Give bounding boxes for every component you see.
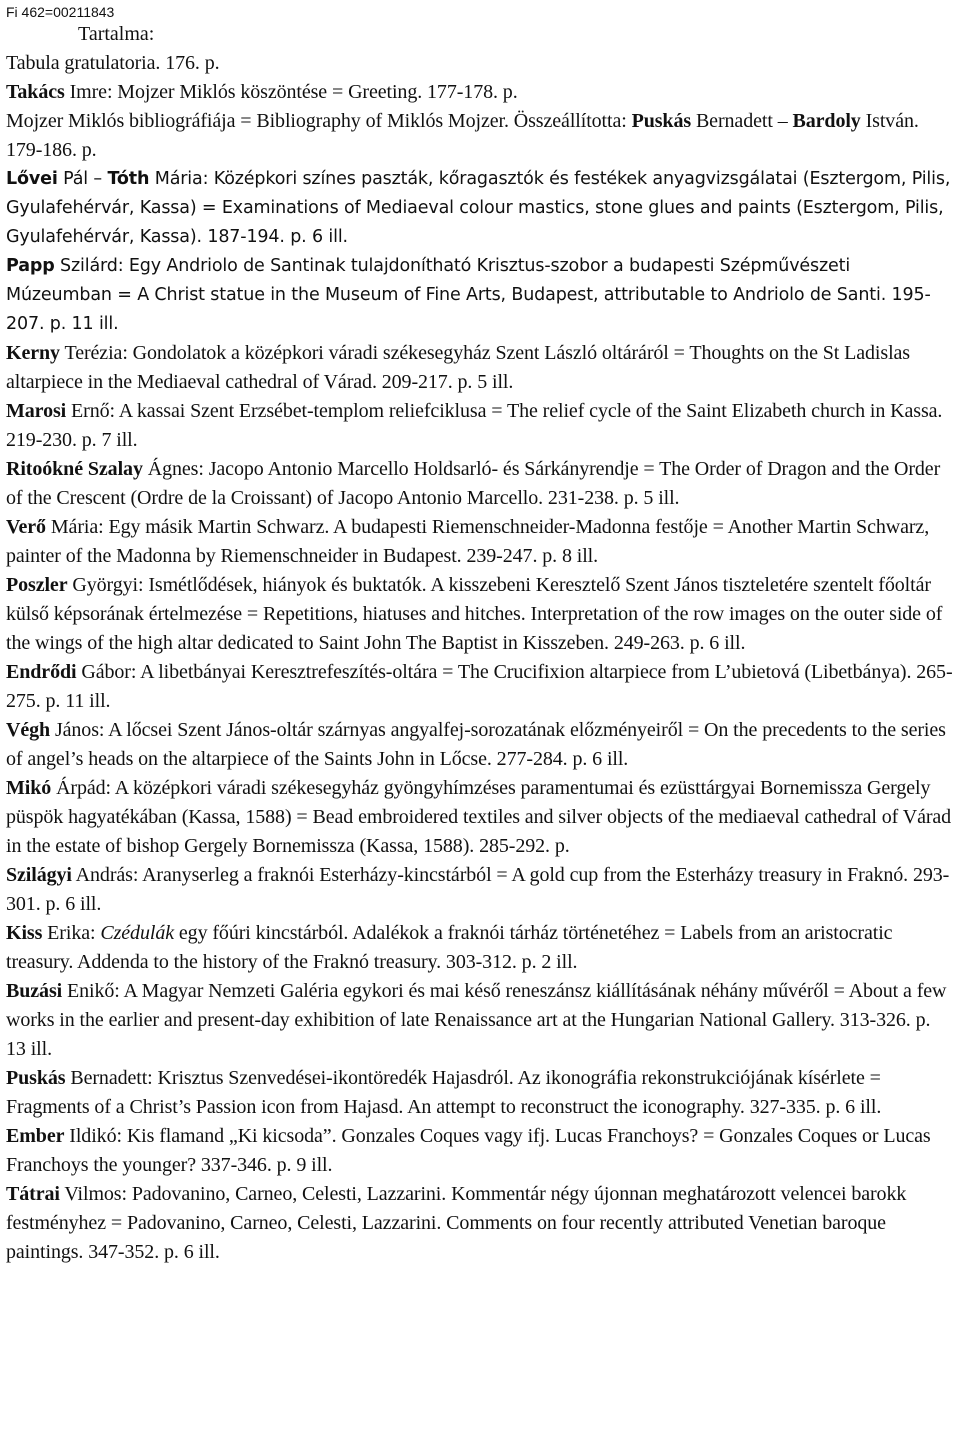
author-name: Buzási [6, 980, 63, 1002]
entry-text: Enikő: A Magyar Nemzeti Galéria egykori és mai késő reneszánsz kiállításának néhány művéről = About a few works in the earlier and present-day exhibition of late Renaissance art at the Hungarian National Gallery. 313-326. p. 13 ill. [6, 980, 947, 1060]
entry-text: Bernadett: Krisztus Szenvedései-ikontöredék Hajasdról. Az ikonográfia rekonstrukciójának kísérlete = Fragments of a Christ’s Passion icon from Hajasd. An attempt to reconstruct the iconography. 327-335. p. 6 ill. [6, 1067, 882, 1118]
author-name: Puskás [6, 1067, 66, 1089]
entry-text: Mária: Középkori színes paszták, kőragasztók és festékek anyagvizsgálatai (Esztergom, Pilis, Gyulafehérvár, Kassa) = Examinations of Mediaeval colour mastics, stone glues and paints (Esztergom, Pilis, Gyulafehérvár, Kassa). 187-194. p. 6 ill. [6, 169, 951, 247]
author-name: Tátrai [6, 1183, 60, 1205]
italic-term: Czédulák [100, 922, 174, 944]
entry-text: Pál – [57, 169, 108, 189]
entry-text: Mária: Egy másik Martin Schwarz. A budapesti Riemenschneider-Madonna festője = Another Martin Schwarz, painter of the Madonna by Riemenschneider in Budapest. 239-247. p. 8 ill. [6, 516, 930, 567]
author-name: Kiss [6, 922, 43, 944]
author-name: Takács [6, 81, 65, 103]
contents-entry [6, 716, 954, 774]
contents-entry [6, 455, 954, 513]
author-name: Végh [6, 719, 51, 741]
contents-entry [6, 1064, 954, 1122]
entry-text: Szilárd: Egy Andriolo de Santinak tulajdonítható Krisztus-szobor a budapesti Szépművészeti Múzeumban = A Christ statue in the Museum of Fine Arts, Budapest, attributable to Andriolo de Santi. 195-207. p. 11 ill. [6, 256, 931, 334]
entry-text: Ildikó: Kis flamand „Ki kicsoda”. Gonzales Coques vagy ifj. Lucas Franchoys? = Gonzales Coques or Lucas Franchoys the younger? 337-346. p. 9 ill. [6, 1125, 931, 1176]
author-name: Papp [6, 256, 55, 276]
author-name: Verő [6, 516, 46, 538]
entry-text: Tabula gratulatoria. 176. p. [6, 52, 220, 74]
author-name: Ember [6, 1125, 65, 1147]
entry-text: Ernő: A kassai Szent Erzsébet-templom reliefciklusa = The relief cycle of the Saint Elizabeth church in Kassa. 219-230. p. 7 ill. [6, 400, 943, 451]
contents-entry [6, 1122, 954, 1180]
author-name: Tóth [107, 169, 150, 189]
author-name: Lővei [6, 169, 58, 189]
contents-title: Tartalma: [78, 23, 155, 45]
contents-entry [6, 252, 954, 339]
contents-entry [6, 107, 954, 165]
entry-text: Bernadett – [691, 110, 793, 132]
entry-text: Mojzer Miklós bibliográfiája = Bibliography of Miklós Mojzer. Összeállította: [6, 110, 632, 132]
author-name: Mikó [6, 777, 52, 799]
entry-text: Ágnes: Jacopo Antonio Marcello Holdsarló- és Sárkányrendje = The Order of Dragon and the Order of the Crescent (Ordre de la Croissant) of Jacopo Antonio Marcello. 231-238. p. 5 ill. [6, 458, 941, 509]
contents-entry [6, 658, 954, 716]
entry-text: János: A lőcsei Szent János-oltár szárnyas angyalfej-sorozatának előzményeiről = On the precedents to the series of angel’s heads on the altarpiece of the Saints John in Lőcse. 277-284. p. 6 ill. [6, 719, 946, 770]
author-name: Kerny [6, 342, 60, 364]
author-name: Endrődi [6, 661, 77, 683]
entry-text: Györgyi: Ismétlődések, hiányok és buktatók. A kisszebeni Keresztelő Szent János tiszteletére szentelt főoltár külső képsorának értelmezése = Repetitions, hiatuses and hitches. Interpretation of the row images on the outer side of the wings of the high altar dedicated to Saint John The Baptist in Kisszeben. 249-263. p. 6 ill. [6, 574, 943, 654]
contents-entry [6, 571, 954, 658]
author-name: Marosi [6, 400, 67, 422]
contents-entry [6, 774, 954, 861]
entry-text: István. 179-186. p. [6, 110, 919, 161]
contents-entry [6, 78, 954, 107]
entry-text: Gábor: A libetbányai Keresztrefeszítés-oltára = The Crucifixion altarpiece from L’ubietová (Libetbánya). 265-275. p. 11 ill. [6, 661, 953, 712]
entry-text: Árpád: A középkori váradi székesegyház gyöngyhímzéses paramentumai és ezüsttárgyai Bornemissza Gergely püspök hagyatékában (Kassa, 1588) = Bead embroidered textiles and silver objects of the mediaeval cathedral of Várad in the estate of bishop Gergely Bornemissza (Kassa, 1588). 285-292. p. [6, 777, 952, 857]
contents-entry [6, 49, 954, 78]
contents-entry [6, 397, 954, 455]
contents-entry [6, 919, 954, 977]
entry-text: Erika: [42, 922, 101, 944]
entry-text: András: Aranyserleg a fraknói Esterházy-kincstárból = A gold cup from the Esterházy treasury in Fraknó. 293-301. p. 6 ill. [6, 864, 950, 915]
catalog-code: Fi 462=00211843 [6, 4, 115, 20]
author-name: Ritoókné Szalay [6, 458, 143, 480]
entry-text: Imre: Mojzer Miklós köszöntése = Greeting. 177-178. p. [64, 81, 518, 103]
entry-text: Terézia: Gondolatok a középkori váradi székesegyház Szent László oltáráról = Thoughts on the St Ladislas altarpiece in the Mediaeval cathedral of Várad. 209-217. p. 5 ill. [6, 342, 910, 393]
contents-entry [6, 861, 954, 919]
contents-entry [6, 339, 954, 397]
author-name: Bardoly [792, 110, 861, 132]
author-name: Puskás [631, 110, 692, 132]
contents-entry [6, 165, 954, 252]
author-name: Poszler [6, 574, 68, 596]
contents-entry [6, 1180, 954, 1267]
entry-text: Vilmos: Padovanino, Carneo, Celesti, Lazzarini. Kommentár négy újonnan meghatározott velencei barokk festményhez = Padovanino, Carneo, Celesti, Lazzarini. Comments on four recently attributed Venetian baroque paintings. 347-352. p. 6 ill. [6, 1183, 907, 1263]
entry-text: egy főúri kincstárból. Adalékok a fraknói tárház történetéhez = Labels from an aristocratic treasury. Addenda to the history of the Fraknó treasury. 303-312. p. 2 ill. [6, 922, 893, 973]
contents-list [6, 49, 954, 1267]
contents-entry [6, 513, 954, 571]
author-name: Szilágyi [6, 864, 72, 886]
contents-entry [6, 977, 954, 1064]
